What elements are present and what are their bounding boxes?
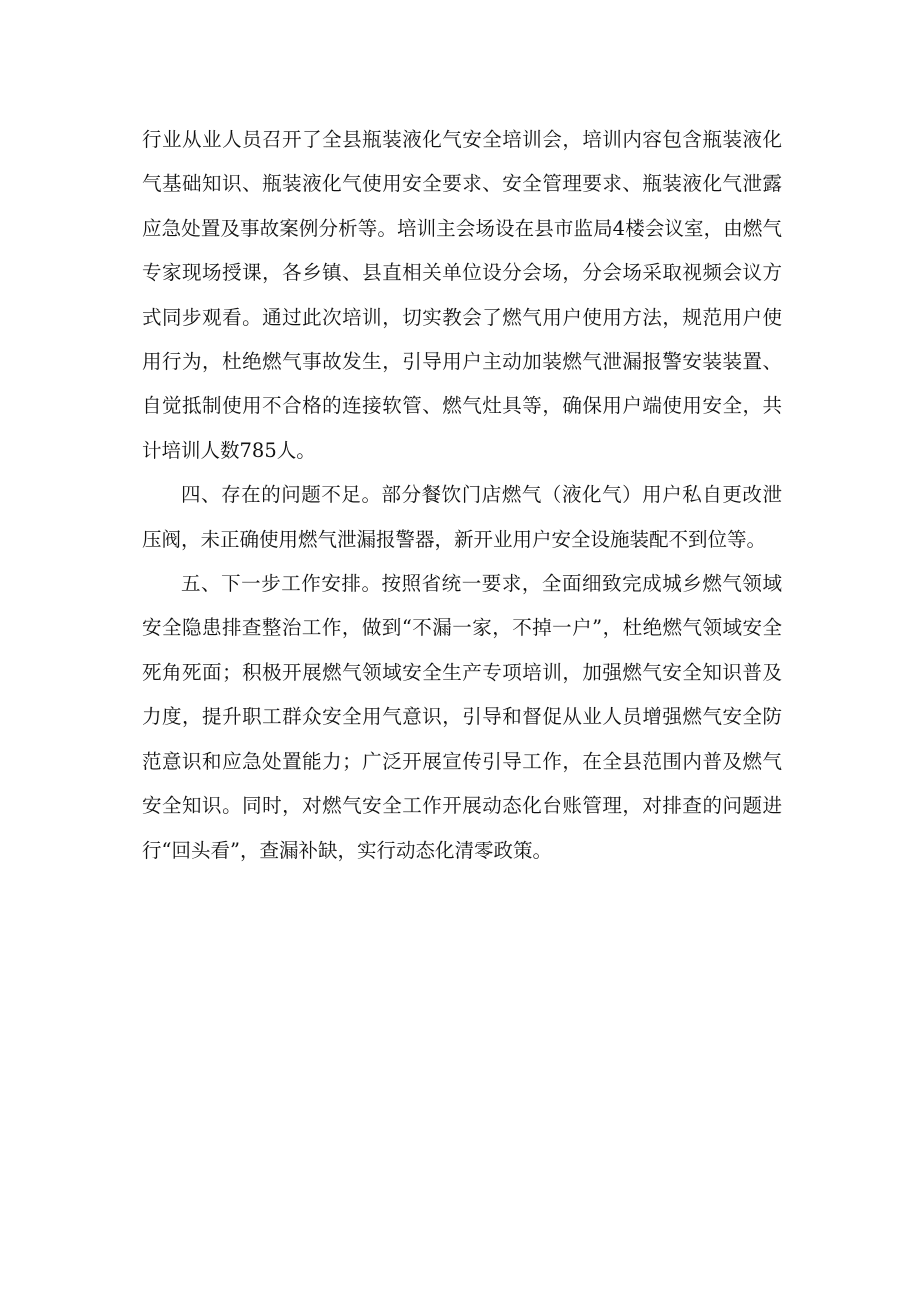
paragraph-training-continuation: 行业从业人员召开了全县瓶装液化气安全培训会，培训内容包含瓶装液化气基础知识、瓶装液化气使用安全要求、安全管理要求、瓶装液化气泄露应急处置及事故案例分析等。培训主会场设在县市监局4楼会议室，由燃气专家现场授课，各乡镇、县直相关单位设分会场，分会场采取视频会议方式同步观看。通过此次培训，切实教会了燃气用户使用方法，规范用户使用行为，杜绝燃气事故发生，引导用户主动加装燃气泄漏报警安装装置、自觉抵制使用不合格的连接软管、燃气灶具等，确保用户端使用安全，共计培训人数785人。 <box>142 128 782 462</box>
paragraph-next-steps: 五、下一步工作安排。按照省统一要求，全面细致完成城乡燃气领域安全隐患排查整治工作，做到“不漏一家，不掉一户”，杜绝燃气领域安全死角死面；积极开展燃气领域安全生产专项培训，加强燃气安全知识普及力度，提升职工群众安全用气意识，引导和督促从业人员增强燃气安全防范意识和应急处置能力；广泛开展宣传引导工作，在全县范围内普及燃气安全知识。同时，对燃气安全工作开展动态化台账管理，对排查的问题进行“回头看”，查漏补缺，实行动态化清零政策。 <box>142 572 782 862</box>
paragraph-existing-problems: 四、存在的问题不足。部分餐饮门店燃气（液化气）用户私自更改泄压阀，未正确使用燃气泄漏报警器，新开业用户安全设施装配不到位等。 <box>142 483 782 551</box>
document-body <box>142 118 782 873</box>
